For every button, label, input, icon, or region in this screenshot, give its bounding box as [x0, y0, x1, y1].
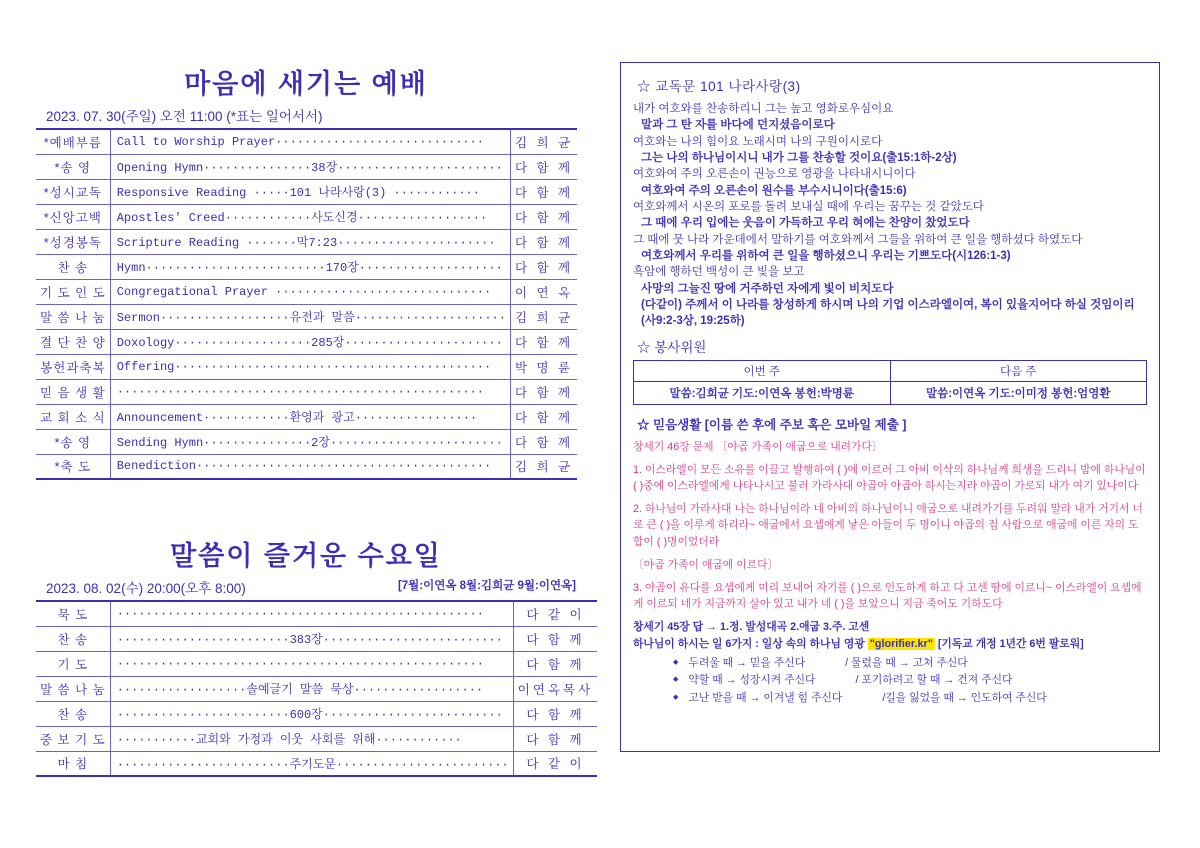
answer-topic-note: [기독교 개정 1년간 6번 팔로워] [937, 638, 1084, 651]
order-item-desc: Opening Hymn···············38장······················· [110, 154, 510, 179]
table-row [36, 304, 577, 329]
order-item-name: 믿 음 생 활 [36, 379, 110, 404]
responsive-line: 여호와는 나의 힘이요 노래시며 나의 구원이시로다 [633, 135, 883, 148]
service2-subtitle: 2023. 08. 02(수) 20:00(오후 8:00) [46, 581, 246, 596]
service2-subtitle-right: [7월:이연옥 8월:김희균 9월:이연옥] [397, 580, 576, 592]
order-item-name: *축 도 [36, 454, 110, 479]
order-item-person: 다 같 이 [513, 751, 597, 776]
responsive-line: 사망의 그늘진 땅에 거주하던 자에게 빛이 비치도다 [641, 282, 894, 295]
order-item-desc: Benediction········································· [110, 454, 510, 479]
table-row [36, 626, 597, 651]
order-item-name: *송 영 [36, 154, 110, 179]
order-item-person: 김 희 균 [510, 304, 577, 329]
order-item-person: 다 함 께 [510, 404, 577, 429]
service2-section [36, 534, 594, 777]
order-item-name: 교 회 소 식 [36, 404, 110, 429]
responsive-line: 그는 나의 하나님이시니 내가 그를 찬송할 것이요(출15:1하-2상) [641, 151, 957, 164]
order-item-person: 다 같 이 [513, 601, 597, 626]
order-item-person: 다 함 께 [513, 701, 597, 726]
order-item-desc: Offering············································ [110, 354, 510, 379]
order-item-name: 말 씀 나 눔 [36, 304, 110, 329]
quiz-intro: 창세기 46장 문제 〔야곱 가족이 애굽으로 내려가다〕 [633, 440, 883, 453]
table-row [36, 651, 597, 676]
order-item-desc: ························주기도문························ [110, 751, 513, 776]
service1-title: 마음에 새기는 예배 [184, 69, 428, 99]
order-item-desc: Apostles' Creed············사도신경·················· [110, 204, 510, 229]
table-row [36, 279, 577, 304]
quiz-item: 1. 이스라엘이 모든 소유를 이끌고 발행하여 ( )에 이르러 그 아비 이삭의 하나님께 희생을 드리니 밤에 하나님이 ( )중에 이스라엘에게 나타나시고 불러 가라사대 야곱아 야곱아 하시는지라 야곱이 가로되 내가 여기 있나이다 [633, 463, 1146, 492]
order-item-name: 결 단 찬 양 [36, 329, 110, 354]
order-item-desc: ························383장························· [110, 626, 513, 651]
quiz-body [633, 439, 1147, 613]
table-row [36, 701, 597, 726]
table-row [36, 254, 577, 279]
order-item-desc: Scripture Reading ·······막7:23······················ [110, 229, 510, 254]
service2-order-table [36, 600, 597, 777]
list-item [673, 655, 1147, 672]
order-item-person: 다 함 께 [510, 204, 577, 229]
order-item-person: 다 함 께 [513, 651, 597, 676]
responsive-line: 여호와께서 시온의 포로를 돌려 보내실 때에 우리는 꿈꾸는 것 같았도다 [633, 200, 984, 213]
responsive-line: 여호와께서 우리를 위하여 큰 일을 행하셨으니 우리는 기쁘도다(시126:1-3) [641, 249, 1011, 262]
quiz-item: 3. 야곱이 유다를 요셉에게 미리 보내어 자기를 ( )으로 인도하게 하고 다 고센 땅에 이르니~ 이스라엘이 요셉에게 이르되 네가 지금까지 살아 있고 내가 네 ( )을 보았으니 지금 죽어도 기하도다 [633, 581, 1142, 611]
answer-line-topic [633, 636, 1147, 653]
table-row [36, 329, 577, 354]
responsive-reading-body [633, 101, 1147, 330]
answer-topic-highlight[interactable]: "glorifier.kr" [869, 638, 933, 651]
order-item-person: 김 희 균 [510, 454, 577, 479]
order-item-desc: Congregational Prayer ······························ [110, 279, 510, 304]
order-item-name: 마 침 [36, 751, 110, 776]
responsive-line: 흑암에 행하던 백성이 큰 빛을 보고 [633, 266, 805, 279]
order-item-person: 다 함 께 [513, 626, 597, 651]
service2-order-body [36, 601, 597, 776]
table-row [36, 179, 577, 204]
order-item-name: 기 도 [36, 651, 110, 676]
service1-order-table [36, 128, 577, 480]
order-item-person: 이 연 옥 [510, 279, 577, 304]
answer-topic-text: 하나님이 하시는 일 6가지 : 일상 속의 하나님 영광 [633, 638, 865, 651]
right-column [620, 62, 1160, 752]
order-item-person: 이연옥목사 [513, 676, 597, 701]
duty-value-next-week: 말씀:이연옥 기도:이미정 봉헌:엄영환 [890, 381, 1147, 404]
order-item-name: *성경봉독 [36, 229, 110, 254]
order-item-name: 중 보 기 도 [36, 726, 110, 751]
responsive-line: 여호와여 주의 오른손이 원수를 부수시니이다(출15:6) [641, 184, 907, 197]
order-item-desc: Announcement············환영과 광고················· [110, 404, 510, 429]
table-row [36, 726, 597, 751]
answer-list [633, 655, 1147, 707]
responsive-line: 그 때에 우리 입에는 웃음이 가득하고 우리 혀에는 찬양이 찼었도다 [641, 217, 970, 230]
order-item-name: *성시교독 [36, 179, 110, 204]
table-row [36, 601, 597, 626]
answer-item-right: / 포기하려고 할 때 → 건져 주신다 [855, 674, 1013, 687]
answer-item-right: / 물렸을 때 → 고쳐 주신다 [845, 656, 968, 669]
order-item-person: 다 함 께 [510, 154, 577, 179]
order-item-desc: ························600장························· [110, 701, 513, 726]
quiz-subheading: 〔야곱 가족이 애굽에 이르다〕 [633, 558, 779, 571]
order-item-person: 김 희 균 [510, 129, 577, 154]
service2-title: 말씀이 즐거운 수요일 [170, 541, 442, 571]
quiz-heading: ☆ 믿음생활 [이름 쓴 후에 주보 혹은 모바일 제출 ] [637, 417, 907, 432]
order-item-person: 다 함 께 [510, 229, 577, 254]
order-item-name: 찬 송 [36, 254, 110, 279]
order-item-person: 다 함 께 [510, 379, 577, 404]
order-item-desc: Call to Worship Prayer····························· [110, 129, 510, 154]
responsive-reading-heading: ☆ 교독문 101 나라사랑(3) [637, 79, 801, 94]
order-item-desc: Sermon··················유전과 말씀····················· [110, 304, 510, 329]
service2-subtitle-row [36, 577, 576, 597]
table-row [36, 379, 577, 404]
answers-block [633, 619, 1147, 707]
order-item-desc: ··················솔예글기 말씀 묵상·················· [110, 676, 513, 701]
order-item-desc: Doxology···················285장······················ [110, 329, 510, 354]
order-item-desc: Responsive Reading ·····101 나라사랑(3) ············ [110, 179, 510, 204]
answer-item-left: 두려울 때 → 믿을 주신다 [688, 656, 806, 669]
table-row [36, 751, 597, 776]
order-item-name: *신앙고백 [36, 204, 110, 229]
order-item-desc: ··················································· [110, 379, 510, 404]
table-row [36, 429, 577, 454]
duty-value-this-week: 말씀:김희균 기도:이연옥 봉헌:박명륜 [634, 381, 891, 404]
left-column [36, 62, 594, 777]
answer-item-left: 약할 때 → 성장시켜 주신다 [688, 674, 816, 687]
duty-table-body [634, 360, 1147, 404]
order-item-person: 다 함 께 [510, 179, 577, 204]
order-item-name: 찬 송 [36, 701, 110, 726]
table-row [634, 360, 1147, 381]
order-item-person: 다 함 께 [510, 329, 577, 354]
duty-table [633, 360, 1147, 405]
responsive-line: (다같이) 주께서 이 나라를 창성하게 하시며 나의 기업 이스라엘이여, 복이 있을지어다 하실 것임이리(사9:2-3상, 19:25하) [641, 298, 1135, 328]
list-item [673, 690, 1147, 707]
responsive-line: 그 때에 뭇 나라 가운데에서 말하기를 여호와께서 그들을 위하여 큰 일을 행하셨다 하였도다 [633, 233, 1083, 246]
table-row [36, 154, 577, 179]
table-row [36, 354, 577, 379]
table-row [36, 129, 577, 154]
order-item-desc: ··················································· [110, 601, 513, 626]
table-row [36, 229, 577, 254]
order-item-desc: Hymn·························170장···················· [110, 254, 510, 279]
duty-heading: ☆ 봉사위원 [637, 339, 707, 355]
order-item-name: 말 씀 나 눔 [36, 676, 110, 701]
responsive-line: 말과 그 탄 자를 바다에 던지셨음이로다 [641, 119, 835, 132]
answer-line-previous: 창세기 45장 답 → 1.정. 발성대곡 2.애굽 3.주. 고센 [633, 621, 870, 634]
order-item-person: 박 명 륜 [510, 354, 577, 379]
order-item-desc: ···········교회와 가정과 이웃 사회를 위해············ [110, 726, 513, 751]
answer-item-left: 고난 받을 때 → 이겨낼 힘 주신다 [688, 692, 843, 705]
order-item-name: 묵 도 [36, 601, 110, 626]
table-row [36, 404, 577, 429]
quiz-item: 2. 하나님이 가라사대 나는 하나님이라 네 아비의 하나님이니 애굽으로 내려가기를 두려워 말라 내가 거기서 너로 큰 ( )을 이루게 하리라~ 애굽에서 요셉에게 낳은 아들이 두 명이니 야곱의 집 사람으로 애굽에 이른 자의 도합이 ( )명이었더라 [633, 503, 1143, 548]
order-item-name: 봉헌과축복 [36, 354, 110, 379]
table-row [634, 381, 1147, 404]
answer-item-right: /길을 잃었을 때 → 인도하여 주신다 [882, 692, 1047, 705]
responsive-line: 여호와여 주의 오른손이 권능으로 영광을 나타내시니이다 [633, 168, 916, 181]
service1-subtitle: 2023. 07. 30(주일) 오전 11:00 (*표는 일어서서) [46, 109, 323, 124]
order-item-name: 찬 송 [36, 626, 110, 651]
order-item-name: 기 도 인 도 [36, 279, 110, 304]
order-item-desc: ··················································· [110, 651, 513, 676]
service1-order-body [36, 129, 577, 479]
duty-header-next-week: 다음 주 [890, 360, 1147, 381]
responsive-line: 내가 여호와를 찬송하리니 그는 높고 영화로우심이요 [633, 103, 894, 115]
order-item-name: *예배부름 [36, 129, 110, 154]
order-item-desc: Sending Hymn···············2장························ [110, 429, 510, 454]
duty-header-this-week: 이번 주 [634, 360, 891, 381]
table-row [36, 204, 577, 229]
order-item-name: *송 영 [36, 429, 110, 454]
table-row [36, 676, 597, 701]
table-row [36, 454, 577, 479]
order-item-person: 다 함 께 [513, 726, 597, 751]
order-item-person: 다 함 께 [510, 254, 577, 279]
order-item-person: 다 함 께 [510, 429, 577, 454]
list-item [673, 672, 1147, 689]
